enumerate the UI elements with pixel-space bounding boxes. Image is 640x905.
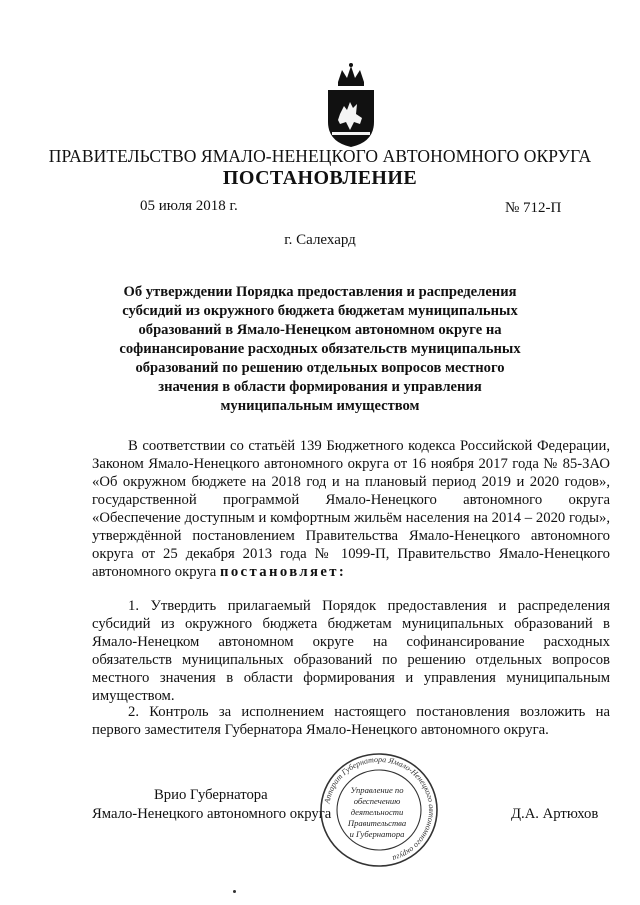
document-date: 05 июля 2018 г.	[140, 198, 238, 214]
signatory-position	[92, 786, 352, 824]
preamble-paragraph	[92, 437, 610, 581]
page-dot-mark	[233, 890, 236, 893]
signatory-name: Д.А. Артюхов	[511, 806, 599, 822]
stamp-line-5: и Губернатора	[349, 829, 405, 839]
stamp-ring-text: Аппарат Губернатора Ямало-Ненецкого автономного округа	[322, 754, 437, 864]
document-city: г. Салехард	[284, 232, 356, 248]
document-type: ПОСТАНОВЛЕНИЕ	[222, 167, 418, 189]
resolves-word: постановляет:	[219, 564, 347, 580]
signatory-position-line2: Ямало-Ненецкого автономного округа	[92, 806, 332, 822]
stamp-line-3: деятельности	[350, 807, 404, 817]
item-2-paragraph: 2. Контроль за исполнением настоящего постановления возложить на первого заместителя Губернатора Ямало-Ненецкого автономного округа.	[92, 704, 610, 738]
document-number: № 712-П	[505, 200, 562, 216]
stamp-line-1: Управление по	[350, 785, 404, 795]
item-1-paragraph: 1. Утвердить прилагаемый Порядок предоставления и распределения субсидий из окружного бюджета бюджетам муниципальных образований в Ямало-Ненецком автономном округе на софинансирование расходных обязательств муниципальных образований по решению отдельных вопросов местного значения в области формирования и управления муниципальным имуществом.	[92, 598, 610, 704]
stamp-line-2: обеспечению	[353, 796, 401, 806]
stamp-line-4: Правительства	[347, 818, 407, 828]
coat-of-arms-emblem	[320, 62, 382, 148]
signatory-position-line1: Врио Губернатора	[154, 787, 268, 803]
preamble-text: В соответствии со статьёй 139 Бюджетного кодекса Российской Федерации, Законом Ямало-Ненецкого автономного округа от 16 ноября 2017 года № 85-ЗАО «Об окружном бюджете на 2018 год и на плановый период 2019 и 2020 годов», государственной программой Ямало-Ненецкого автономного округа «Обеспечение доступным и комфортным жильём населения на 2014 – 2020 годы», утверждённой постановлением Правительства Ямало-Ненецкого автономного округа от 25 декабря 2013 года № 1099-П, Правительство Ямало-Ненецкого автономного округа	[92, 438, 610, 580]
stamp-center-text	[340, 785, 414, 840]
government-name: ПРАВИТЕЛЬСТВО ЯМАЛО-НЕНЕЦКОГО АВТОНОМНОГО ОКРУГА	[48, 146, 592, 166]
document-title: Об утверждении Порядка предоставления и распределения субсидий из окружного бюджета бюджетам муниципальных образований в Ямало-Ненецком автономном округе на софинансирование расходных обязательств муниципальных образований по решению отдельных вопросов местного значения в области формирования и управления муниципальным имуществом	[119, 284, 521, 414]
